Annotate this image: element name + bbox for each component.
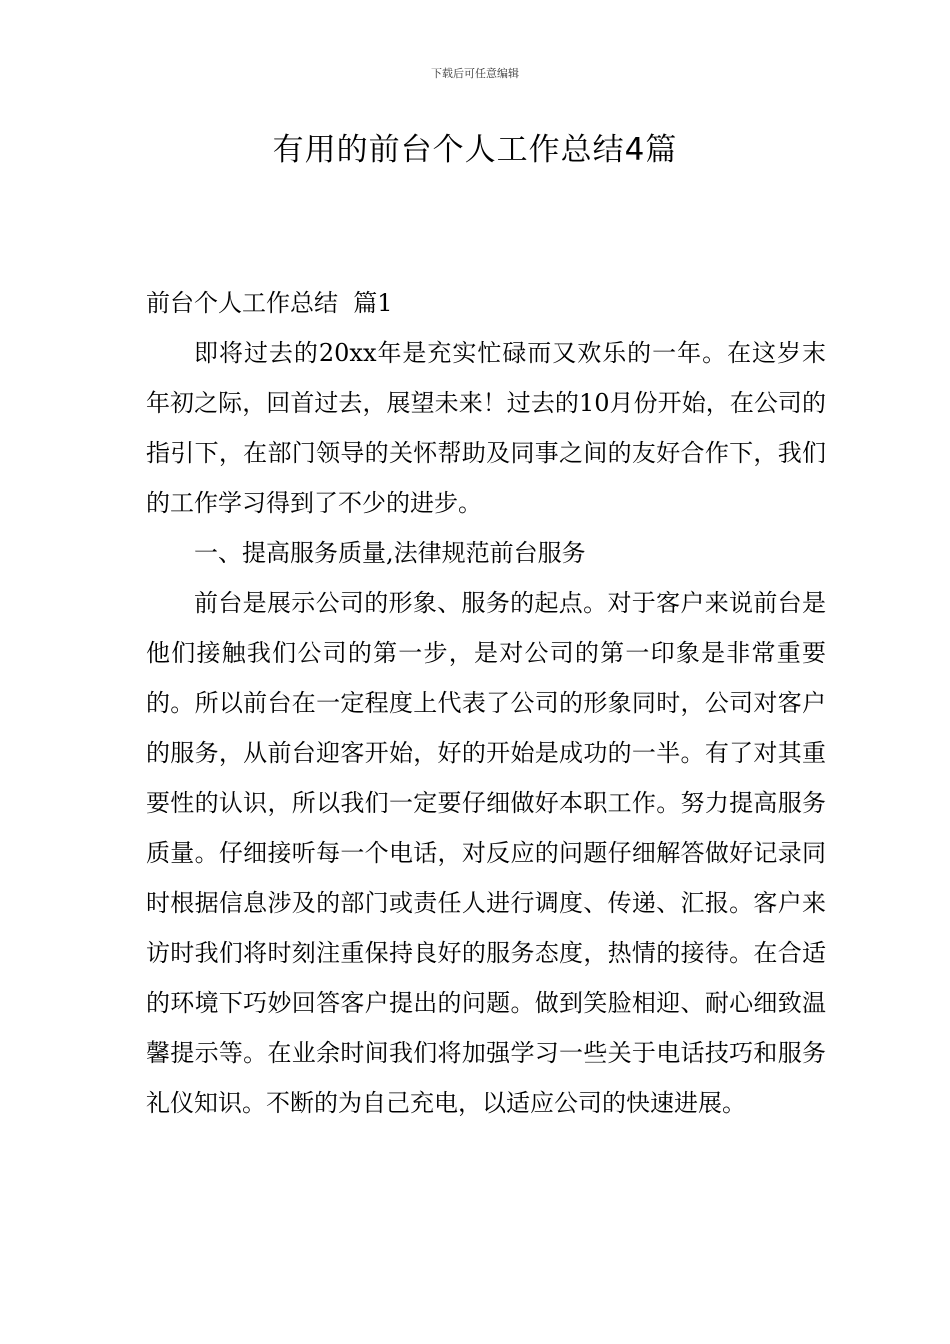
section-heading: 前台个人工作总结 篇1	[146, 289, 393, 317]
document-body	[146, 278, 826, 1128]
document-title: 有用的前台个人工作总结4篇	[272, 132, 678, 168]
header-note: 下载后可任意编辑	[431, 67, 519, 80]
body-paragraph: 前台是展示公司的形象、服务的起点。对于客户来说前台是他们接触我们公司的第一步，是对公司的第一印象是非常重要的。所以前台在一定程度上代表了公司的形象同时，公司对客户的服务，从前台迎客开始，好的开始是成功的一半。有了对其重要性的认识，所以我们一定要仔细做好本职工作。努力提高服务质量。仔细接听每一个电话，对反应的问题仔细解答做好记录同时根据信息涉及的部门或责任人进行调度、传递、汇报。客户来访时我们将时刻注重保持良好的服务态度，热情的接待。在合适的环境下巧妙回答客户提出的问题。做到笑脸相迎、耐心细致温馨提示等。在业余时间我们将加强学习一些关于电话技巧和服务礼仪知识。不断的为自己充电，以适应公司的快速进展。	[146, 589, 826, 1117]
intro-paragraph: 即将过去的20xx年是充实忙碌而又欢乐的一年。在这岁末年初之际，回首过去，展望未来！过去的10月份开始，在公司的指引下，在部门领导的关怀帮助及同事之间的友好合作下，我们的工作学习得到了不少的进步。	[146, 339, 826, 517]
subheading-improve-service: 一、提高服务质量,法律规范前台服务	[194, 539, 586, 567]
